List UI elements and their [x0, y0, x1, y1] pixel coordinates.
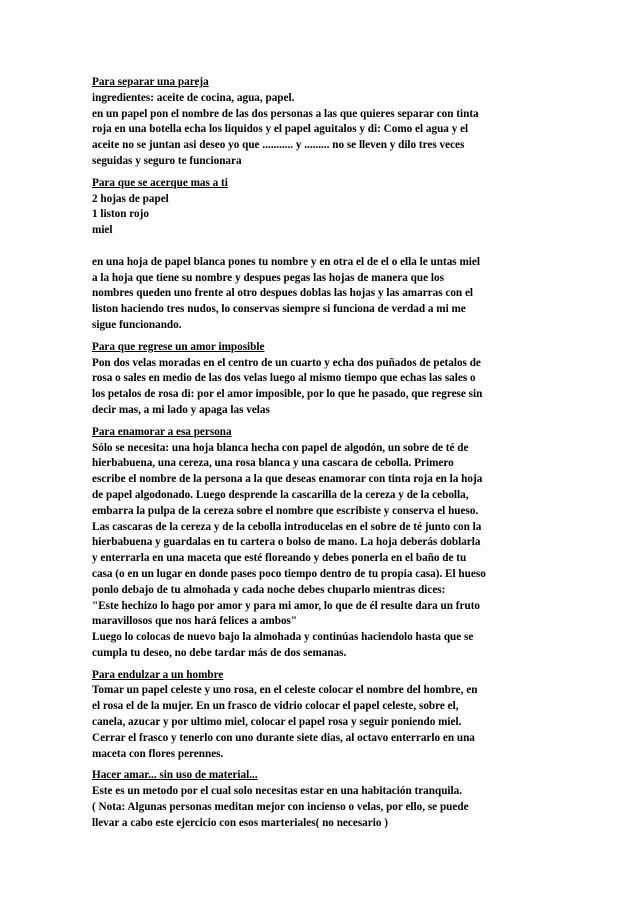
- body-line: 1 liston rojo: [92, 208, 149, 221]
- body-line: aceite no se juntan asi deseo yo que ........... y ......... no se lleven y dilo tres veces: [92, 139, 465, 152]
- body-line: roja en una botella echa los liquidos y el papel aguitalos y di: Como el agua y el: [92, 123, 469, 136]
- recipe-section: [92, 75, 562, 170]
- body-line: sigue funcionando.: [92, 318, 182, 331]
- body-line: ponlo debajo de tu almohada y cada noche debes chuparlo mientras dices:: [92, 583, 446, 596]
- section-title: Hacer amar... sin uso de material...: [92, 769, 258, 782]
- body-line: Luego lo colocas de nuevo bajo la almohada y continúas haciendolo hasta que se: [92, 631, 474, 644]
- body-line: en un papel pon el nombre de las dos personas a las que quieres separar con tinta: [92, 107, 479, 120]
- body-line: 2 hojas de papel: [92, 192, 169, 205]
- body-line: a la hoja que tiene su nombre y despues pegas las hojas de manera que los: [92, 271, 444, 284]
- body-line: ( Nota: Algunas personas meditan mejor con incienso o velas, por ello, se puede: [92, 801, 469, 814]
- body-line: liston haciendo tres nudos, lo conservas siempre si funciona de verdad a mi me: [92, 303, 466, 316]
- document-page: [92, 75, 562, 838]
- body-line: rosa o sales en medio de las dos velas luego al mismo tiempo que echas las sales o: [92, 372, 476, 385]
- body-line: "Este hechizo lo hago por amor y para mi amor, lo que de él resulte dara un fruto: [92, 599, 481, 612]
- body-line: nombres queden uno frente al otro despues doblas las hojas y las amarras con el: [92, 287, 474, 300]
- body-line: y enterrarla en una maceta que esté floreando y debes ponerla en el baño de tu: [92, 552, 467, 565]
- recipe-section: [92, 340, 562, 419]
- blank-line: [92, 239, 562, 255]
- recipe-section: [92, 425, 562, 662]
- body-line: Cerrar el frasco y tenerlo con uno durante siete dias, al octavo enterrarlo en una: [92, 731, 475, 744]
- section-title: Para enamorar a esa persona: [92, 425, 232, 438]
- recipe-section: [92, 668, 562, 763]
- body-line: seguidas y seguro te funcionara: [92, 154, 242, 167]
- body-line: hierbabuena, una cereza, una rosa blanca y una cascara de cebolla. Primero: [92, 457, 454, 470]
- body-line: Las cascaras de la cereza y de la cebolla introducelas en el sobre de té junto con la: [92, 520, 482, 533]
- body-line: cumpla tu deseo, no debe tardar más de dos semanas.: [92, 646, 347, 659]
- recipe-section: [92, 768, 562, 831]
- body-line: Sólo se necesita: una hoja blanca hecha con papel de algodón, un sobre de té de: [92, 441, 469, 454]
- body-line: los petalos de rosa di: por el amor imposible, por lo que he pasado, que regrese sin: [92, 388, 483, 401]
- body-line: hierbabuena y guardalas en tu cartera o bolso de mano. La hoja deberás doblarla: [92, 536, 481, 549]
- body-line: ingredientes: aceite de cocina, agua, papel.: [92, 91, 295, 104]
- body-line: maravillosos que nos hará felices a ambos": [92, 615, 298, 628]
- body-line: en una hoja de papel blanca pones tu nombre y en otra el de el o ella le untas miel: [92, 255, 480, 268]
- body-line: embarra la pulpa de la cereza sobre el nombre que escribiste y conserva el hueso.: [92, 504, 479, 517]
- body-line: Pon dos velas moradas en el centro de un cuarto y echa dos puñados de petalos de: [92, 356, 481, 369]
- body-line: decir mas, a mi lado y apaga las velas: [92, 403, 270, 416]
- body-line: miel: [92, 224, 113, 237]
- body-line: Tomar un papel celeste y uno rosa, en el celeste colocar el nombre del hombre, en: [92, 684, 478, 697]
- body-line: maceta con flores perennes.: [92, 747, 224, 760]
- body-line: escribe el nombre de la persona a la que deseas enamorar con tinta roja en la hoja: [92, 473, 483, 486]
- section-title: Para separar una pareja: [92, 76, 209, 88]
- body-line: el rosa el de la mujer. En un frasco de vidrio colocar el papel celeste, sobre el,: [92, 700, 459, 713]
- body-line: de papel algodonado. Luego desprende la cascarilla de la cereza y de la cebolla,: [92, 488, 469, 501]
- body-line: llevar a cabo este ejercicio con esos marteriales( no necesario ): [92, 816, 388, 829]
- body-line: canela, azucar y por ultimo miel, colocar el papel rosa y seguir poniendo miel.: [92, 716, 462, 729]
- section-title: Para que regrese un amor imposible: [92, 340, 265, 353]
- body-line: Este es un metodo por el cual solo necesitas estar en una habitación tranquila.: [92, 785, 463, 798]
- recipe-section: [92, 176, 562, 334]
- section-title: Para que se acerque mas a ti: [92, 176, 228, 189]
- body-line: casa (o en un lugar en donde pases poco tiempo dentro de tu propia casa). El hueso: [92, 567, 486, 580]
- section-title: Para endulzar a un hombre: [92, 668, 224, 681]
